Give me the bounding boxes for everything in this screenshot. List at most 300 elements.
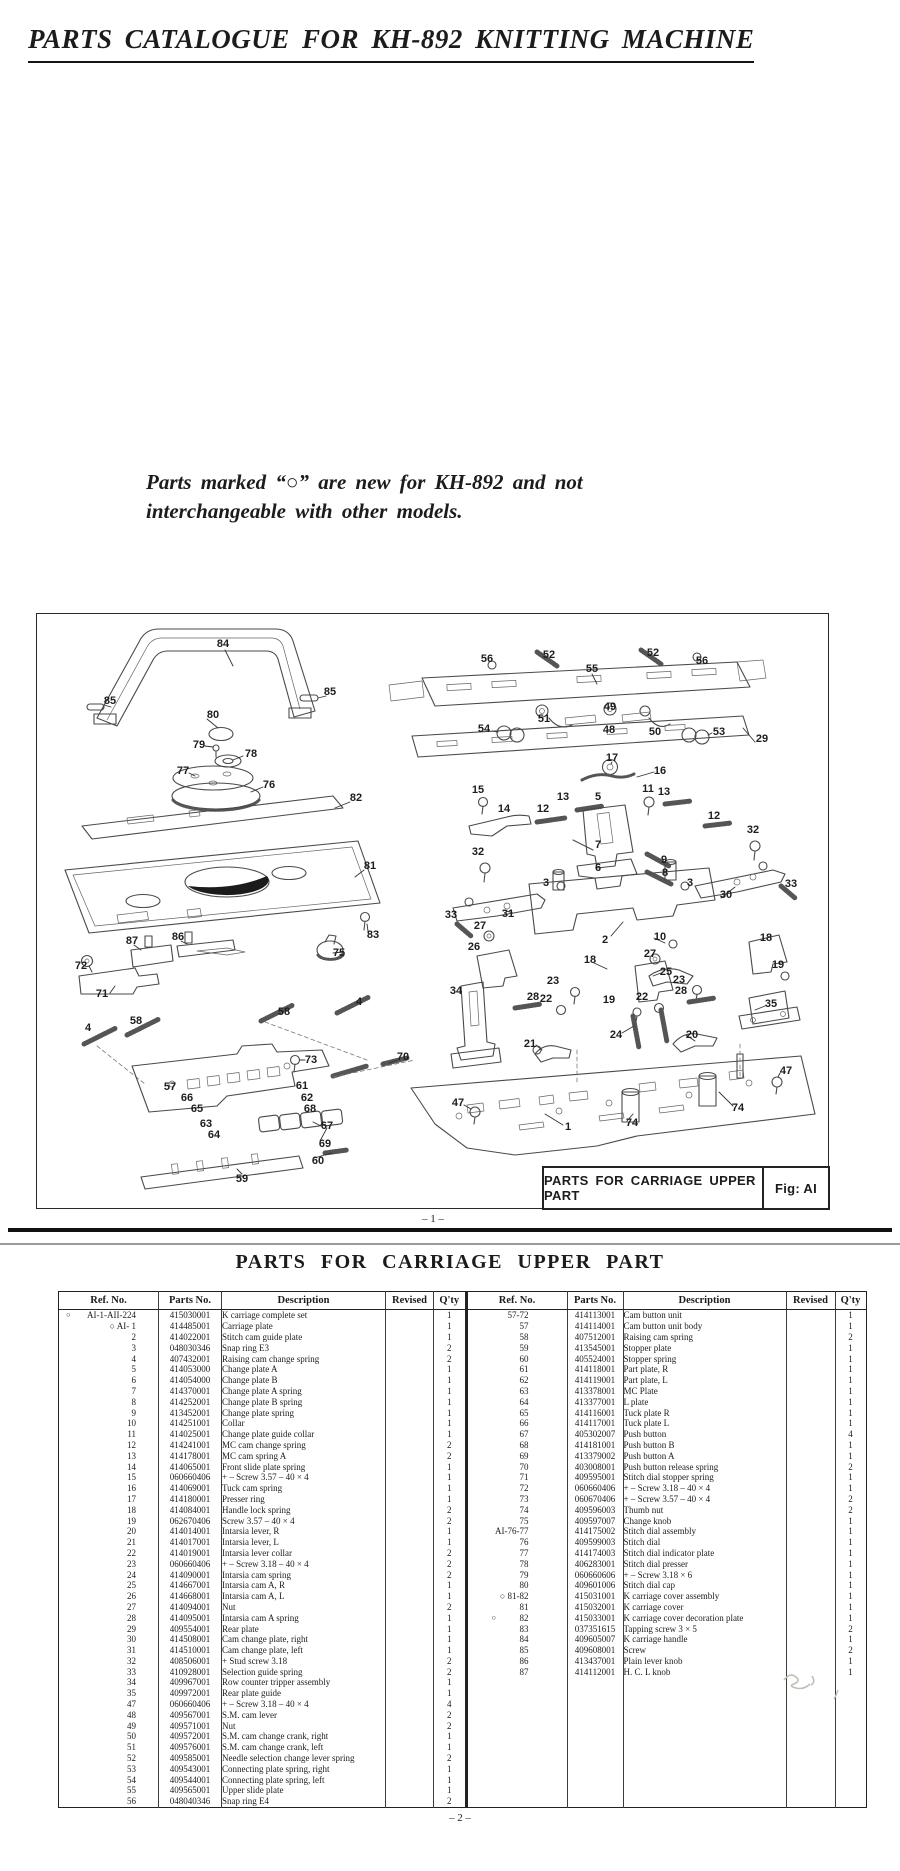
desc-cell: Stitch dial presser [623, 1558, 786, 1569]
ref-cell: 30 [127, 1634, 136, 1645]
part-row [467, 1548, 866, 1559]
rev-cell [386, 1709, 434, 1720]
rev-cell [386, 1321, 434, 1332]
part-callout: 24 [609, 1029, 623, 1041]
parts-cell: 413377001 [567, 1396, 623, 1407]
empty-row [467, 1731, 866, 1742]
empty-row [467, 1774, 866, 1785]
parts-cell: 414510001 [159, 1645, 222, 1656]
new-part-circle-mark: ○ [66, 1310, 71, 1320]
rev-cell [386, 1623, 434, 1634]
part-row [467, 1558, 866, 1569]
desc-cell: Carriage plate [222, 1321, 386, 1332]
parts-cell: 413545001 [567, 1342, 623, 1353]
ref-cell: 73 [519, 1493, 529, 1504]
part-row [59, 1472, 466, 1483]
qty-cell: 2 [434, 1353, 466, 1364]
ref-cell: 63 [519, 1385, 529, 1396]
ref-cell: 80 [519, 1580, 529, 1591]
desc-cell: Cam button unit body [623, 1321, 786, 1332]
desc-cell: Row counter tripper assembly [222, 1677, 386, 1688]
qty-cell: 2 [835, 1461, 866, 1472]
qty-cell: 2 [434, 1450, 466, 1461]
desc-cell: Intarsia cam A, R [222, 1580, 386, 1591]
parts-table [58, 1291, 867, 1808]
qty-cell: 2 [434, 1709, 466, 1720]
desc-cell: Change plate A [222, 1364, 386, 1375]
ref-cell: 11 [127, 1429, 136, 1440]
desc-cell: Cam button unit [623, 1310, 786, 1321]
part-callout: 31 [501, 908, 515, 920]
rev-cell [386, 1785, 434, 1796]
desc-cell: Needle selection change lever spring [222, 1753, 386, 1764]
desc-cell: + – Screw 3.18 × 6 [623, 1569, 786, 1580]
part-callout: 64 [207, 1129, 221, 1141]
ref-cell [467, 1731, 567, 1742]
desc-cell [623, 1688, 786, 1699]
desc-cell: Thumb nut [623, 1504, 786, 1515]
part-row [467, 1375, 866, 1386]
desc-cell: Push button [623, 1429, 786, 1440]
part-callout: 5 [594, 791, 602, 803]
part-row [59, 1580, 466, 1591]
part-callout: 83 [366, 929, 380, 941]
parts-cell: 414054000 [159, 1375, 222, 1386]
parts-cell: 409572001 [159, 1731, 222, 1742]
desc-cell: Handle lock spring [222, 1504, 386, 1515]
part-callout: 32 [471, 846, 485, 858]
qty-cell [835, 1774, 866, 1785]
ref-cell: 61 [519, 1364, 529, 1375]
part-row [59, 1310, 466, 1321]
part-row [59, 1699, 466, 1710]
desc-cell [623, 1731, 786, 1742]
empty-row [467, 1785, 866, 1796]
qty-cell: 1 [434, 1396, 466, 1407]
qty-cell: 1 [434, 1612, 466, 1623]
qty-cell: 2 [835, 1645, 866, 1656]
part-callout: 50 [648, 726, 662, 738]
rev-cell [786, 1375, 835, 1386]
ref-cell: 69 [519, 1450, 529, 1461]
qty-cell: 2 [434, 1796, 466, 1807]
ref-cell [467, 1785, 567, 1796]
column-header: Revised [786, 1292, 835, 1310]
ref-cell: 79 [519, 1569, 529, 1580]
ref-cell [467, 1796, 567, 1807]
part-callout: 68 [303, 1103, 317, 1115]
parts-cell: 414119001 [567, 1375, 623, 1386]
part-callout: 22 [539, 993, 553, 1005]
page-number-2: – 2 – [449, 1812, 471, 1824]
qty-cell: 1 [835, 1580, 866, 1591]
rev-cell [786, 1418, 835, 1429]
qty-cell: 1 [434, 1429, 466, 1440]
part-callout: 8 [661, 867, 669, 879]
parts-cell: 415033001 [567, 1612, 623, 1623]
rev-cell [386, 1656, 434, 1667]
qty-cell: 1 [434, 1332, 466, 1343]
desc-cell: K carriage cover assembly [623, 1591, 786, 1602]
ref-cell: 47 [127, 1699, 136, 1710]
parts-cell: 414084001 [159, 1504, 222, 1515]
rev-cell [386, 1515, 434, 1526]
ref-cell: 55 [127, 1785, 136, 1796]
qty-cell: 1 [835, 1656, 866, 1667]
part-callout: 23 [672, 974, 686, 986]
part-callout: 15 [471, 784, 485, 796]
part-row [59, 1386, 466, 1397]
part-callout: 84 [216, 638, 230, 650]
parts-cell: 405302007 [567, 1429, 623, 1440]
rev-cell [786, 1731, 835, 1742]
ref-cell: 6 [131, 1375, 136, 1386]
ref-cell: 71 [519, 1472, 529, 1483]
ref-cell: 50 [127, 1731, 136, 1742]
ref-cell: 17 [127, 1493, 136, 1504]
qty-cell: 1 [434, 1321, 466, 1332]
qty-cell: 1 [835, 1548, 866, 1559]
part-callout: 18 [759, 932, 773, 944]
rev-cell [786, 1332, 835, 1343]
part-row [59, 1666, 466, 1677]
qty-cell: 1 [835, 1310, 866, 1321]
parts-cell: 406283001 [567, 1558, 623, 1569]
parts-cell: 060660406 [567, 1483, 623, 1494]
rev-cell [386, 1580, 434, 1591]
part-row [467, 1483, 866, 1494]
ref-cell: 65 [519, 1407, 529, 1418]
desc-cell: + – Screw 3.18 – 40 × 4 [222, 1558, 386, 1569]
part-callout: 63 [199, 1118, 213, 1130]
rev-cell [786, 1720, 835, 1731]
part-row [467, 1504, 866, 1515]
rev-cell [386, 1537, 434, 1548]
rev-cell [786, 1591, 835, 1602]
ref-cell: 74 [519, 1504, 529, 1515]
rev-cell [386, 1763, 434, 1774]
parts-cell: 048040346 [159, 1796, 222, 1807]
parts-cell: 414508001 [159, 1634, 222, 1645]
page-divider-thin-rule [0, 1243, 900, 1245]
desc-cell: Tuck plate L [623, 1418, 786, 1429]
desc-cell: Stopper plate [623, 1342, 786, 1353]
ref-cell: 26 [127, 1591, 136, 1602]
part-row [59, 1720, 466, 1731]
rev-cell [786, 1612, 835, 1623]
ref-cell: 60 [519, 1353, 529, 1364]
desc-cell: Tapping screw 3 × 5 [623, 1623, 786, 1634]
part-callout: 27 [473, 920, 487, 932]
rev-cell [386, 1558, 434, 1569]
qty-cell: 2 [434, 1602, 466, 1613]
rev-cell [386, 1720, 434, 1731]
parts-cell: 414668001 [159, 1591, 222, 1602]
part-callout: 65 [190, 1103, 204, 1115]
parts-cell: 060670406 [567, 1494, 623, 1505]
part-callout: 25 [659, 966, 673, 978]
qty-cell: 1 [835, 1321, 866, 1332]
ref-cell: 82 ○ [491, 1612, 529, 1623]
qty-cell: 1 [835, 1602, 866, 1613]
desc-cell: S.M. cam lever [222, 1709, 386, 1720]
part-row [467, 1494, 866, 1505]
desc-cell: Stopper spring [623, 1353, 786, 1364]
ref-cell: 9 [131, 1407, 136, 1418]
part-row [467, 1407, 866, 1418]
rev-cell [786, 1440, 835, 1451]
desc-cell: Upper slide plate [222, 1785, 386, 1796]
part-callout: 9 [660, 854, 668, 866]
ref-cell: 56 [127, 1796, 136, 1807]
qty-cell: 1 [835, 1375, 866, 1386]
rev-cell [786, 1504, 835, 1515]
parts-cell: 410928001 [159, 1666, 222, 1677]
rev-cell [386, 1461, 434, 1472]
parts-cell: 409576001 [159, 1742, 222, 1753]
desc-cell: MC Plate [623, 1386, 786, 1397]
part-callout: 74 [625, 1117, 639, 1129]
parts-cell: 409595001 [567, 1472, 623, 1483]
parts-cell: 403008001 [567, 1461, 623, 1472]
parts-cell: 414174003 [567, 1548, 623, 1559]
parts-cell: 060660406 [159, 1472, 222, 1483]
rev-cell [786, 1558, 835, 1569]
qty-cell: 2 [434, 1753, 466, 1764]
part-row [59, 1774, 466, 1785]
rev-cell [786, 1774, 835, 1785]
part-callout: 17 [605, 752, 619, 764]
part-callout: 32 [746, 824, 760, 836]
rev-cell [386, 1666, 434, 1677]
ref-cell: 18 [127, 1504, 136, 1515]
part-row [59, 1634, 466, 1645]
part-row [59, 1537, 466, 1548]
part-callout: 77 [176, 765, 190, 777]
desc-cell: Intarsia cam A, L [222, 1591, 386, 1602]
parts-cell: 413452001 [159, 1407, 222, 1418]
qty-cell: 1 [434, 1591, 466, 1602]
ref-cell: AI-1-AII-224 ○ [66, 1310, 136, 1321]
rev-cell [786, 1526, 835, 1537]
ref-cell: 3 [131, 1342, 136, 1353]
parts-table-title: PARTS FOR CARRIAGE UPPER PART [235, 1251, 665, 1273]
new-parts-note [146, 468, 583, 526]
rev-cell [386, 1591, 434, 1602]
desc-cell: Connecting plate spring, left [222, 1774, 386, 1785]
desc-cell: Front slide plate spring [222, 1461, 386, 1472]
ref-cell: 27 [127, 1601, 136, 1612]
ref-cell [467, 1742, 567, 1753]
part-callout: 6 [594, 862, 602, 874]
ref-cell: 53 [127, 1763, 136, 1774]
desc-cell: Selection guide spring [222, 1666, 386, 1677]
desc-cell: Nut [222, 1602, 386, 1613]
page-number-1: – 1 – [422, 1213, 444, 1225]
parts-cell: 414025001 [159, 1429, 222, 1440]
ref-cell: 52 [127, 1753, 136, 1764]
part-callout: 19 [602, 994, 616, 1006]
parts-cell [567, 1796, 623, 1807]
ref-cell: 72 [519, 1483, 529, 1494]
desc-cell: + – Screw 3.18 – 40 × 4 [222, 1699, 386, 1710]
part-callout: 79 [192, 739, 206, 751]
ref-cell: 84 [519, 1634, 529, 1645]
parts-cell: 414112001 [567, 1666, 623, 1677]
ref-cell: 51 [127, 1742, 136, 1753]
parts-cell: 413437001 [567, 1656, 623, 1667]
qty-cell [835, 1731, 866, 1742]
parts-cell: 414019001 [159, 1548, 222, 1559]
part-row [467, 1418, 866, 1429]
desc-cell: Snap ring E3 [222, 1342, 386, 1353]
desc-cell: Stitch cam guide plate [222, 1332, 386, 1343]
desc-cell [623, 1753, 786, 1764]
qty-cell [835, 1742, 866, 1753]
part-callout: 52 [542, 649, 556, 661]
rev-cell [386, 1386, 434, 1397]
parts-cell: 414014001 [159, 1526, 222, 1537]
parts-cell: 037351615 [567, 1623, 623, 1634]
part-row [467, 1461, 866, 1472]
parts-cell: 414180001 [159, 1494, 222, 1505]
part-row [467, 1515, 866, 1526]
part-callout: 11 [642, 783, 654, 795]
parts-cell [567, 1688, 623, 1699]
qty-cell: 2 [835, 1332, 866, 1343]
parts-cell: 409599003 [567, 1537, 623, 1548]
ref-cell [467, 1753, 567, 1764]
rev-cell [386, 1569, 434, 1580]
rev-cell [386, 1450, 434, 1461]
rev-cell [386, 1375, 434, 1386]
desc-cell: Change knob [623, 1515, 786, 1526]
part-row [59, 1688, 466, 1699]
part-row [467, 1321, 866, 1332]
rev-cell [386, 1548, 434, 1559]
part-row [59, 1548, 466, 1559]
parts-table-grid [467, 1291, 867, 1808]
parts-cell: 414181001 [567, 1440, 623, 1451]
parts-cell: 414022001 [159, 1332, 222, 1343]
ref-cell [467, 1720, 567, 1731]
rev-cell [386, 1612, 434, 1623]
part-callout: 75 [332, 947, 346, 959]
part-row [59, 1342, 466, 1353]
parts-cell: 414017001 [159, 1537, 222, 1548]
qty-cell: 1 [835, 1634, 866, 1645]
parts-cell [567, 1742, 623, 1753]
parts-cell [567, 1677, 623, 1688]
parts-cell: 409608001 [567, 1645, 623, 1656]
qty-cell: 1 [835, 1483, 866, 1494]
parts-cell: 409543001 [159, 1763, 222, 1774]
desc-cell: Cam change plate, right [222, 1634, 386, 1645]
part-callout: 14 [497, 803, 511, 815]
rev-cell [786, 1342, 835, 1353]
rev-cell [786, 1602, 835, 1613]
desc-cell: Push button release spring [623, 1461, 786, 1472]
parts-cell: 414069001 [159, 1483, 222, 1494]
part-row [59, 1450, 466, 1461]
rev-cell [786, 1386, 835, 1397]
qty-cell: 1 [835, 1450, 866, 1461]
qty-cell: 1 [434, 1494, 466, 1505]
parts-cell [567, 1720, 623, 1731]
desc-cell: Change plate guide collar [222, 1429, 386, 1440]
qty-cell: 1 [434, 1375, 466, 1386]
parts-cell: 413378001 [567, 1386, 623, 1397]
part-callout: 69 [318, 1138, 332, 1150]
part-row [59, 1407, 466, 1418]
parts-cell [567, 1774, 623, 1785]
parts-cell: 409601006 [567, 1580, 623, 1591]
desc-cell: Change plate A spring [222, 1386, 386, 1397]
desc-cell: Presser ring [222, 1494, 386, 1505]
empty-row [467, 1796, 866, 1807]
parts-table-right-group [467, 1291, 867, 1808]
desc-cell: Raising cam change spring [222, 1353, 386, 1364]
part-row [59, 1494, 466, 1505]
rev-cell [386, 1396, 434, 1407]
parts-cell: 415030001 [159, 1310, 222, 1321]
qty-cell: 1 [835, 1526, 866, 1537]
page-title: PARTS CATALOGUE FOR KH-892 KNITTING MACHINE [28, 24, 754, 63]
part-row [467, 1332, 866, 1343]
parts-cell: 060660406 [159, 1558, 222, 1569]
desc-cell: Change plate B [222, 1375, 386, 1386]
ref-cell: 7 [131, 1385, 136, 1396]
ref-cell [467, 1774, 567, 1785]
part-row [59, 1763, 466, 1774]
rev-cell [786, 1450, 835, 1461]
qty-cell: 1 [434, 1742, 466, 1753]
qty-cell: 1 [434, 1731, 466, 1742]
desc-cell: Raising cam spring [623, 1332, 786, 1343]
desc-cell: S.M. cam change crank, right [222, 1731, 386, 1742]
rev-cell [786, 1796, 835, 1807]
ref-cell: 67 [519, 1429, 529, 1440]
rev-cell [786, 1742, 835, 1753]
desc-cell: Rear plate [222, 1623, 386, 1634]
parts-cell: 409554001 [159, 1623, 222, 1634]
part-row [59, 1375, 466, 1386]
desc-cell: Snap ring E4 [222, 1796, 386, 1807]
rev-cell [786, 1537, 835, 1548]
desc-cell [623, 1742, 786, 1753]
column-header: Q'ty [835, 1292, 866, 1310]
rev-cell [786, 1461, 835, 1472]
part-callout: 56 [695, 655, 709, 667]
part-row [59, 1440, 466, 1451]
rev-cell [386, 1483, 434, 1494]
part-callout: 80 [206, 709, 220, 721]
ref-cell: 86 [519, 1655, 529, 1666]
parts-cell: 414252001 [159, 1396, 222, 1407]
part-callout: 74 [731, 1102, 745, 1114]
ref-cell: 2 [131, 1331, 136, 1342]
qty-cell: 1 [835, 1569, 866, 1580]
ref-cell: 68 [519, 1439, 529, 1450]
ref-cell: 28 [127, 1612, 136, 1623]
part-row [467, 1569, 866, 1580]
desc-cell: Stitch dial [623, 1537, 786, 1548]
ref-cell [467, 1709, 567, 1720]
ref-cell: 31 [127, 1645, 136, 1656]
rev-cell [786, 1753, 835, 1764]
column-header: Ref. No. [467, 1292, 567, 1310]
ref-cell: 35 [127, 1688, 136, 1699]
